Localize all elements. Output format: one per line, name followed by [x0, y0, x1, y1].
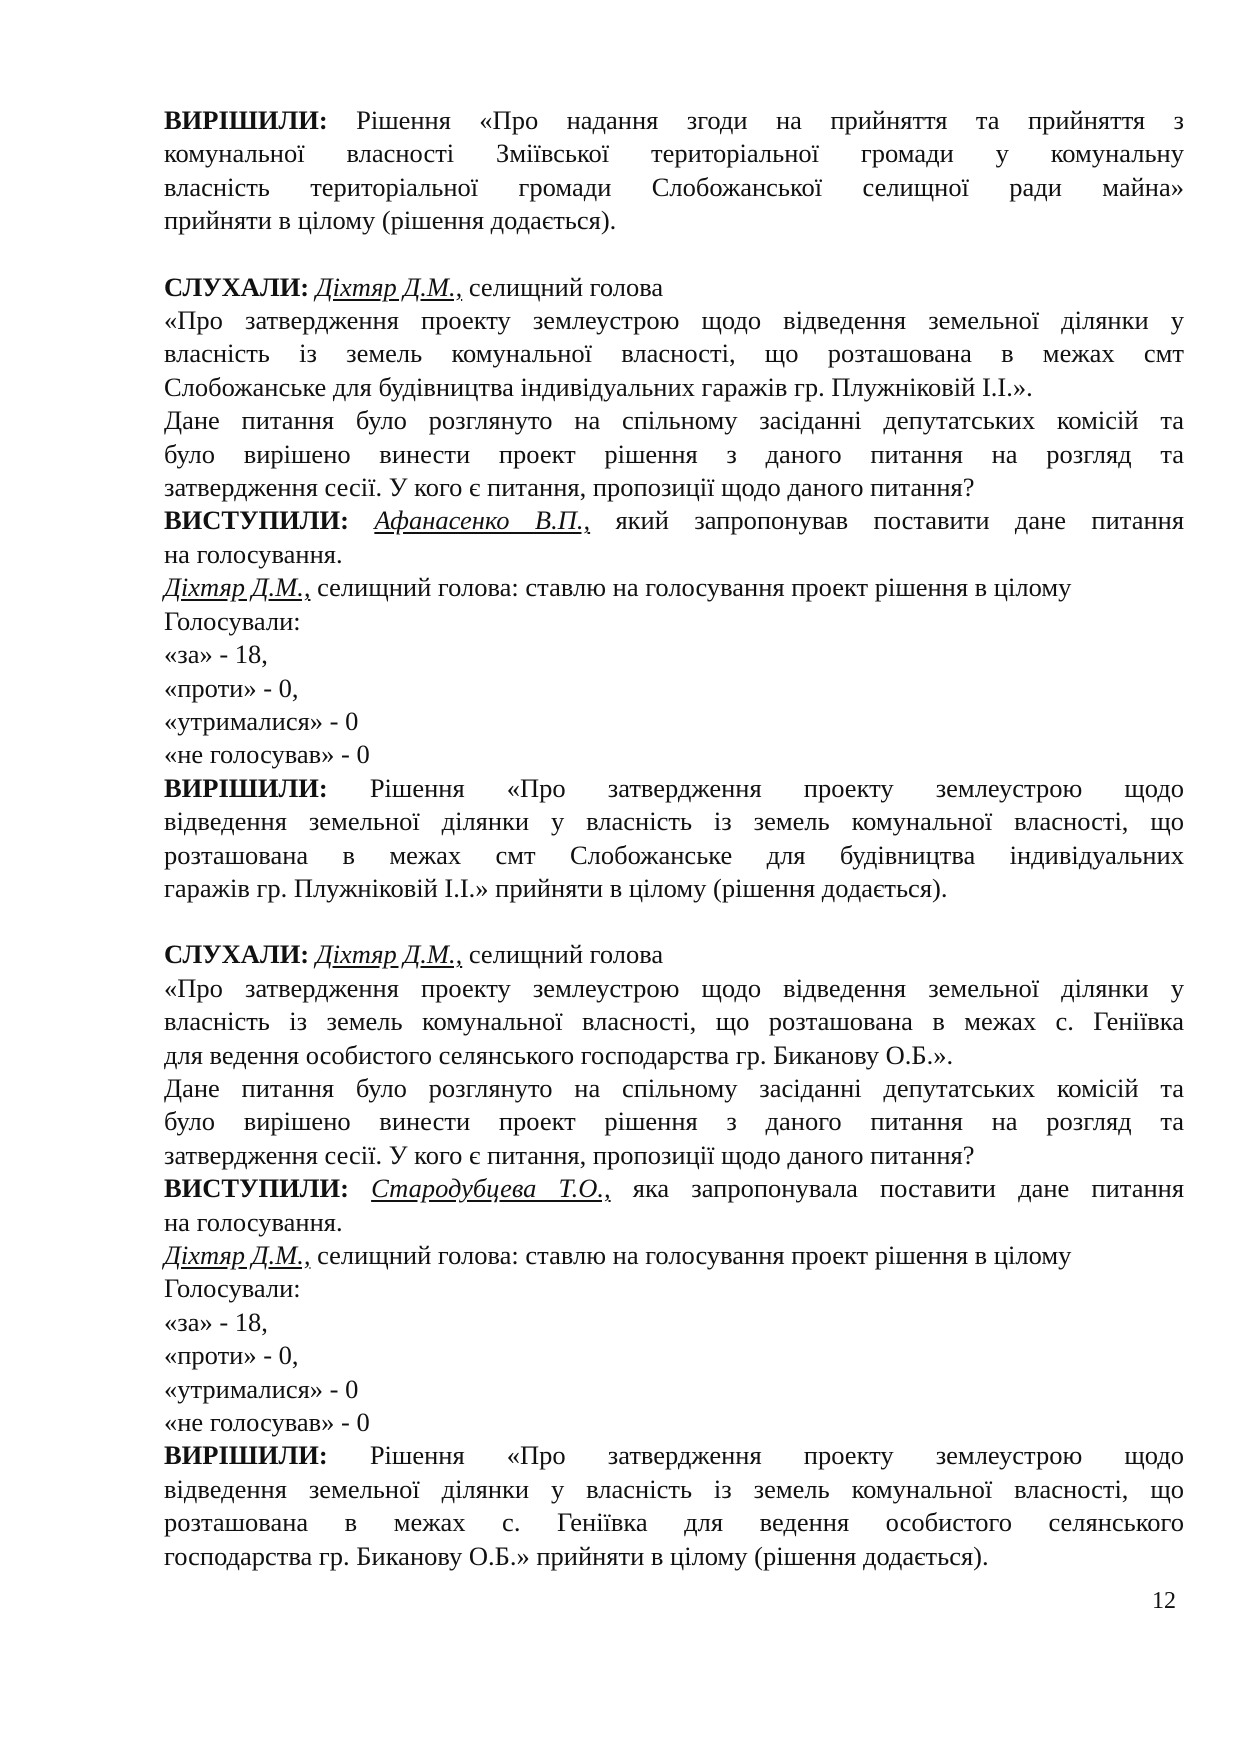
speaker-name: Діхтяр Д.М., — [315, 271, 463, 302]
spoke-label: ВИСТУПИЛИ: — [164, 505, 349, 536]
spacer — [164, 238, 1184, 271]
question-line: власність із земель комунальної власності, що розташована в межах смт — [164, 338, 1184, 369]
agenda-item-2 — [164, 271, 1184, 906]
vote-for: «за» - 18, — [164, 639, 268, 670]
vote-abstained: «утрималися» - 0 — [164, 705, 359, 736]
vote-for: «за» - 18, — [164, 1306, 268, 1337]
heard-label: СЛУХАЛИ: — [164, 939, 310, 970]
vote-heading: Голосували: — [164, 1273, 301, 1304]
heard-line: СЛУХАЛИ: Діхтяр Д.М., селищний голова — [164, 939, 664, 970]
question-line: «Про затвердження проекту землеустрою щодо відведення земельної ділянки у — [164, 305, 1184, 336]
resolution-line: відведення земельної ділянки у власність із земель комунальної власності, що — [164, 806, 1184, 837]
resolved-label: ВИРІШИЛИ: — [164, 105, 328, 135]
chair-name: Діхтяр Д.М., — [164, 572, 311, 603]
resolution-line: господарства гр. Биканову О.Б.» прийняти в цілому (рішення додається). — [164, 1540, 989, 1571]
chair-line: Діхтяр Д.М., селищний голова: ставлю на голосування проект рішення в цілому — [164, 572, 1072, 603]
discussion-line: затвердження сесії. У кого є питання, пропозиції щодо даного питання? — [164, 472, 975, 503]
vote-not-voted: «не голосував» - 0 — [164, 739, 370, 770]
resolution-line: розташована в межах с. Геніївка для ведення особистого селянського — [164, 1507, 1184, 1538]
question-line: «Про затвердження проекту землеустрою щодо відведення земельної ділянки у — [164, 972, 1184, 1003]
vote-against: «проти» - 0, — [164, 672, 299, 703]
document-page — [164, 104, 1184, 1573]
speaker-name: Діхтяр Д.М., — [315, 939, 463, 970]
question-line: Слобожанське для будівництва індивідуальних гаражів гр. Плужніковій І.І.». — [164, 371, 1033, 402]
speaker-name: Афанасенко В.П., — [374, 505, 591, 536]
discussion-line: Дане питання було розглянуто на спільному засіданні депутатських комісій та — [164, 1072, 1184, 1103]
vote-abstained: «утрималися» - 0 — [164, 1373, 359, 1404]
question-line: для ведення особистого селянського господарства гр. Биканову О.Б.». — [164, 1039, 954, 1070]
discussion-line: затвердження сесії. У кого є питання, пропозиції щодо даного питання? — [164, 1139, 975, 1170]
resolution-line: відведення земельної ділянки у власність із земель комунальної власності, що — [164, 1473, 1184, 1504]
vote-not-voted: «не голосував» - 0 — [164, 1407, 370, 1438]
spoke-label: ВИСТУПИЛИ: — [164, 1173, 349, 1204]
chair-name: Діхтяр Д.М., — [164, 1240, 311, 1270]
heard-line: СЛУХАЛИ: Діхтяр Д.М., селищний голова — [164, 271, 664, 302]
page-number: 12 — [1152, 1588, 1176, 1614]
chair-line: Діхтяр Д.М., селищний голова: ставлю на голосування проект рішення в цілому — [164, 1240, 1072, 1270]
vote-against: «проти» - 0, — [164, 1340, 299, 1371]
spoke-line: на голосування. — [164, 538, 343, 569]
resolution-line: ВИРІШИЛИ: Рішення «Про затвердження проекту землеустрою щодо — [164, 1440, 1184, 1471]
discussion-line: було вирішено винести проект рішення з даного питання на розгляд та — [164, 1106, 1184, 1137]
question-line: власність із земель комунальної власності, що розташована в межах с. Геніївка — [164, 1006, 1184, 1037]
discussion-line: було вирішено винести проект рішення з даного питання на розгляд та — [164, 438, 1184, 469]
spacer — [164, 905, 1184, 938]
spoke-line: на голосування. — [164, 1206, 343, 1237]
resolution-1 — [164, 104, 1184, 238]
resolved-label: ВИРІШИЛИ: — [164, 772, 328, 803]
resolution-line: ВИРІШИЛИ: Рішення «Про надання згоди на прийняття та прийняття з — [164, 105, 1184, 135]
agenda-item-3 — [164, 938, 1184, 1573]
resolved-label: ВИРІШИЛИ: — [164, 1440, 328, 1471]
spoke-line: ВИСТУПИЛИ: Афанасенко В.П., який запропонував поставити дане питання — [164, 505, 1185, 536]
discussion-line: Дане питання було розглянуто на спільному засіданні депутатських комісій та — [164, 405, 1184, 436]
resolution-line: розташована в межах смт Слобожанське для будівництва індивідуальних — [164, 839, 1184, 870]
speaker-name: Стародубцева Т.О., — [371, 1173, 611, 1204]
resolution-line: власність територіальної громади Слобожанської селищної ради майна» — [164, 171, 1184, 202]
resolution-line: ВИРІШИЛИ: Рішення «Про затвердження проекту землеустрою щодо — [164, 772, 1184, 803]
spoke-line: ВИСТУПИЛИ: Стародубцева Т.О., яка запропонувала поставити дане питання — [164, 1173, 1185, 1204]
resolution-line: гаражів гр. Плужніковій І.І.» прийняти в цілому (рішення додається). — [164, 872, 948, 903]
vote-heading: Голосували: — [164, 605, 301, 636]
heard-label: СЛУХАЛИ: — [164, 271, 310, 302]
resolution-line: комунальної власності Зміївської територіальної громади у комунальну — [164, 138, 1184, 169]
resolution-line: прийняти в цілому (рішення додається). — [164, 205, 617, 236]
